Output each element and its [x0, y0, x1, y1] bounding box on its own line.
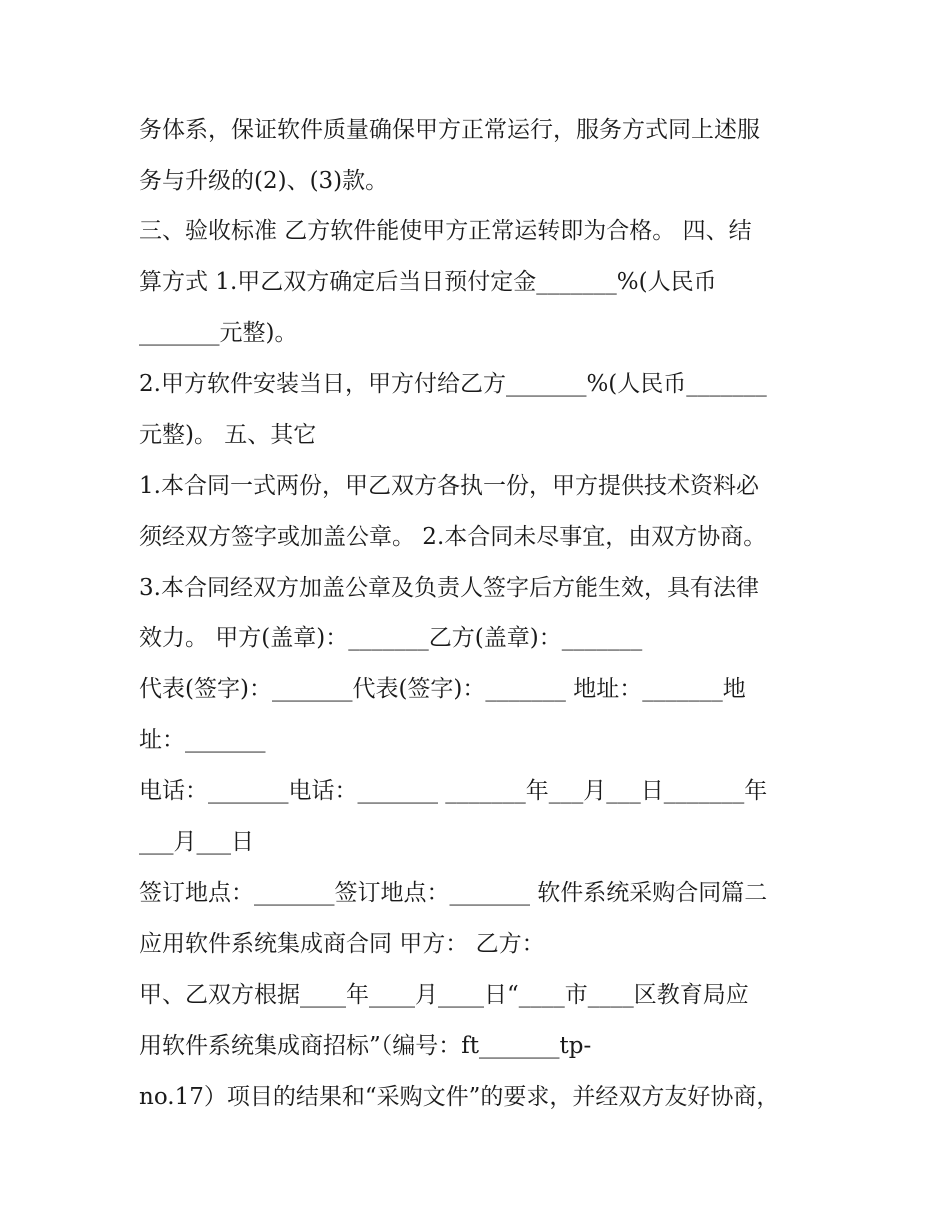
text-line: 三、验收标准 乙方软件能使甲方正常运转即为合格。 四、结 [139, 218, 752, 244]
text-line: 务与升级的(2)、(3)款。 [139, 168, 389, 194]
text-line: 2.甲方软件安装当日，甲方付给乙方_______%(人民币_______ [139, 371, 767, 397]
text-line: _______元整)。 [139, 320, 298, 346]
text-line: 算方式 1.甲乙双方确定后当日预付定金_______%(人民币 [139, 269, 717, 295]
text-line: 1.本合同一式两份，甲乙双方各执一份，甲方提供技术资料必 [139, 473, 759, 499]
text-line: 用软件系统集成商招标”（编号：ft_______tp- [139, 1033, 592, 1059]
text-line: 代表(签字)：_______代表(签字)：_______ 地址：_______地 [139, 676, 746, 702]
text-line: 电话：_______电话：_______ _______年___月___日_______年 [139, 778, 768, 804]
text-line: 须经双方签字或加盖公章。 2.本合同未尽事宜，由双方协商。 [139, 524, 767, 550]
text-line: no.17）项目的结果和“采购文件”的要求，并经双方友好协商， [139, 1084, 780, 1110]
text-line: 3.本合同经双方加盖公章及负责人签字后方能生效，具有法律 [139, 575, 759, 601]
text-line: 务体系，保证软件质量确保甲方正常运行，服务方式同上述服 [139, 117, 760, 143]
text-line: 签订地点：_______签订地点：_______ 软件系统采购合同篇二 [139, 880, 768, 906]
text-line: ___月___日 [139, 829, 254, 855]
text-line: 元整)。 五、其它 [139, 422, 317, 448]
text-line: 应用软件系统集成商合同 甲方： 乙方： [139, 931, 545, 957]
text-line: 甲、乙双方根据____年____月____日“____市____区教育局应 [139, 982, 749, 1008]
text-line: 效力。 甲方(盖章)：_______乙方(盖章)：_______ [139, 625, 643, 651]
text-line: 址：_______ [139, 727, 266, 753]
